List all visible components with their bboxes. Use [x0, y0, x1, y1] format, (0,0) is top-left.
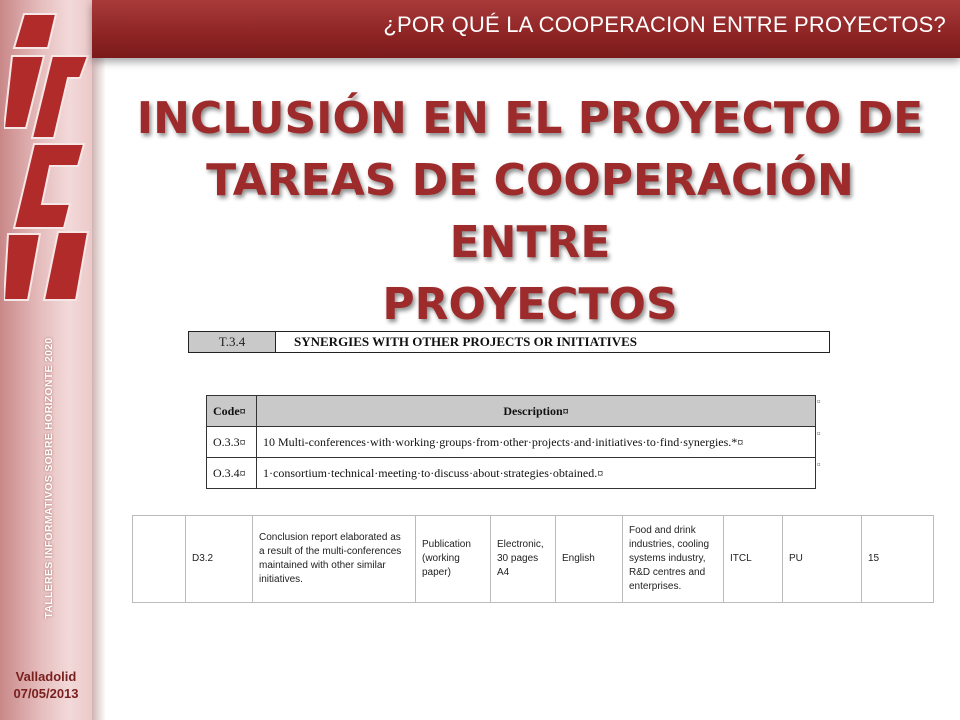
deliverable-table [132, 515, 934, 603]
table-row [133, 516, 934, 603]
objective-code: O.3.3¤ [207, 427, 257, 458]
deliverable-description: Conclusion report elaborated as a result of the multi-conferences maintained with other similar initiatives. [253, 516, 416, 603]
title-line: INCLUSIÓN EN EL PROYECTO DE [136, 93, 924, 144]
deliverable-cell [133, 516, 186, 603]
deliverable-month: 15 [862, 516, 934, 603]
table-row [207, 427, 816, 458]
deliverable-leader: ITCL [724, 516, 783, 603]
deliverable-format: Electronic, 30 pages A4 [491, 516, 556, 603]
city-label: Valladolid [15, 669, 77, 684]
header-bar [92, 0, 960, 58]
task-code: T.3.4 [189, 332, 276, 352]
date-label: 07/05/2013 [13, 686, 79, 701]
task-title: SYNERGIES WITH OTHER PROJECTS OR INITIATIVES [294, 334, 638, 349]
deliverable-number: D3.2 [186, 516, 253, 603]
objective-description: 10 Multi-conferences·with·working·groups·from·other·projects·and·initiatives·to·find·synergies.*¤ [257, 427, 816, 458]
deliverable-type: Publication (working paper) [416, 516, 491, 603]
itcl-logo [4, 8, 90, 308]
table-row [207, 458, 816, 489]
date-block [0, 668, 92, 702]
sidebar-shadow [92, 0, 106, 720]
objective-description: 1·consortium·technical·meeting·to·discuss·about·strategies·obtained.¤ [257, 458, 816, 489]
sidebar-caption: TALLERES INFORMATIVOS SOBRE HORIZONTE 2020 [43, 337, 55, 619]
column-header-description: Description¤ [257, 396, 816, 427]
sidebar [0, 0, 92, 720]
page-title [120, 88, 940, 336]
deliverable-target: Food and drink industries, cooling systems industry, R&D centres and enterprises. [623, 516, 724, 603]
deliverable-language: English [556, 516, 623, 603]
header-title: ¿POR QUÉ LA COOPERACION ENTRE PROYECTOS? [383, 12, 946, 37]
column-header-code: Code¤ [207, 396, 257, 427]
title-line: PROYECTOS [382, 279, 678, 330]
deliverable-dissemination: PU [783, 516, 862, 603]
objective-code: O.3.4¤ [207, 458, 257, 489]
task-table [188, 331, 830, 353]
table-header-row [207, 396, 816, 427]
row-end-mark: ¤ [817, 430, 821, 438]
objectives-table [206, 395, 816, 489]
title-line: TAREAS DE COOPERACIÓN ENTRE [206, 155, 854, 268]
row-end-mark: ¤ [817, 398, 821, 406]
row-end-mark: ¤ [817, 461, 821, 469]
